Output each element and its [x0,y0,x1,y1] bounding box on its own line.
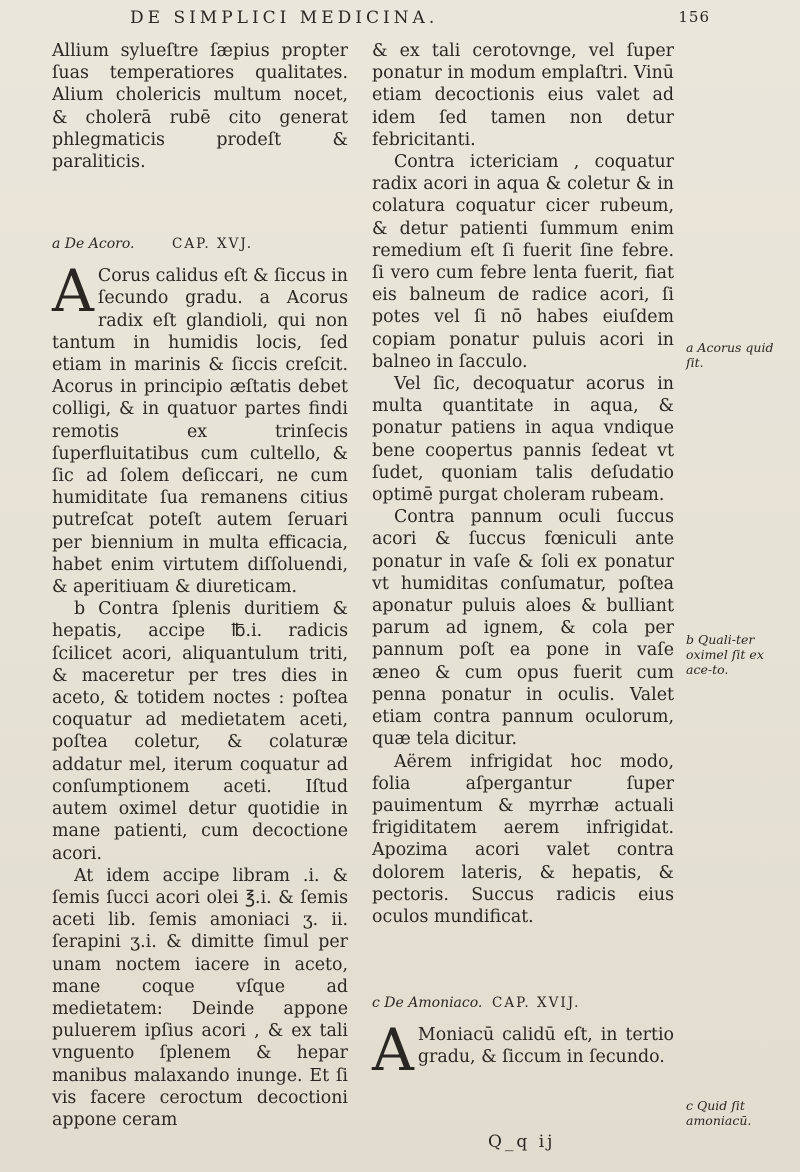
paragraph-text: Corus calidus eſt & ſiccus in ſecundo gradu. a Acorus radix eſt glandioli, qui non tantum in humidis locis, ſed etiam in marinis & ſiccis creſcit. Acorus in principio æſtatis debet colligi, & in quatuor partes findi remotis ex trinſecis ſuperfluitatibus cum cultello, & ſic ad ſolem deſiccari, ne cum humiditate ſua remanens citius putreſcat poteſt autem ſeruari per biennium in multa efficacia, habet enim virtutem diſſoluendi, & aperitiuam & diureticam. [52,266,348,598]
opening-paragraph: Allium sylueſtre ſæpius propter ſuas temperatiores qualitates. Alium cholericis multum nocet, & cholerā rubē cito generat phlegmaticis prodeſt & paraliticis. [52,41,348,173]
running-title: DE SIMPLICI MEDICINA. [130,8,439,28]
page-number: 156 [678,8,710,26]
chapter-heading-amoniacum [372,986,674,1016]
margin-note-c: c Quid ſit amoniacū. [686,1098,752,1128]
paragraph-bath: Vel ſic, decoquatur acorus in multa quantitate in aqua, & ponatur patiens in aqua vndique bene coopertus pannis ſedeat vt ſudet, quoniam talis deſudatio optimē purgat choleram rubeam. [372,374,674,506]
paragraph-acorus-intro [52,257,348,598]
catchword: Q_q ij [488,1132,556,1152]
chapter-title: c De Amoniaco. [372,995,483,1012]
chapter-title: a De Acoro. [52,236,135,253]
drop-capital: A [372,1016,414,1085]
margin-note-a: a Acorus quid ſit. [686,340,774,370]
paragraph-eye-remedy: Contra pannum oculi ſuccus acori & ſuccus fœniculi ante ponatur in vaſe & ſoli ex ponatur vt humiditas conſumatur, poſtea aponatur puluis aloes & bulliant parum ad ignem, & cola per pannum poſt ea pone in vaſe æneo & cum opus fuerit cum penna ponatur in oculis. Valet etiam contra pannum oculorum, quæ tela dicitur. [372,507,674,750]
chapter-heading-acorus [52,227,348,257]
paragraph-spleen-remedy: b Contra ſplenis duritiem & hepatis, accipe ℔.i. radicis ſcilicet acori, aliquantulum triti, & maceretur per tres dies in aceto, & totidem noctes : poſtea coquatur ad medietatem aceti, poſtea coletur, & colaturæ addatur mel, iterum coquatur ad conſumptionem aceti. Iſtud autem oximel detur quotidie in mane patienti, cum decoctione acori. [52,599,348,864]
paragraph-text: Moniacū calidū eſt, in tertio gradu, & ſiccum in ſecundo. [417,1025,674,1068]
chapter-number: CAP. XVIJ. [492,995,581,1012]
drop-capital: A [52,257,94,326]
chapter-number: CAP. XVJ. [172,236,254,253]
paragraph-ointment: At idem accipe libram .i. & ſemis ſucci acori olei ℥.i. & ſemis aceti lib. ſemis amoniaci ʒ. ii. ſerapini ʒ.i. & dimitte ſimul per unam noctem iacere in aceto, mane coque vſque ad medietatem: Deinde appone puluerem ipſius acori , & ex tali vnguento ſplenem & hepar manibus malaxando inunge. Et ſi vis facere ceroctum decoctioni appone ceram [52,865,348,1130]
paragraph-icterus: Contra ictericiam , coquatur radix acori in aqua & coletur & in colatura coquatur cicer rubeum, & detur patienti ſummum enim remedium eſt ſi fuerit ſine febre. ſi vero cum febre lenta fuerit, fiat eis balneum de radice acori, ſi potes vel ſi nō habes eiuſdem copiam ponatur puluis acori in balneo in ſacculo. [372,152,674,372]
left-column [52,40,348,1131]
running-header [90,8,710,36]
paragraph-amoniacum [372,1016,674,1085]
paragraph-cerate: & ex tali cerotovnge, vel ſuper ponatur in modum emplaſtri. Vinū etiam decoctionis eius valet ad idem ſed tamen non detur febricitanti. [372,41,674,150]
paragraph-air-cooling: Aërem infrigidat hoc modo, folia aſpergantur ſuper pauimentum & myrrhæ actuali frigiditatem aerem infrigidat. Apozima acori valet contra dolorem lateris, & hepatis, & pectoris. Succus radicis eius oculos mundificat. [372,751,674,927]
right-column [372,40,674,1085]
margin-note-b: b Quali-ter oximel ſit ex ace-to. [686,632,764,677]
